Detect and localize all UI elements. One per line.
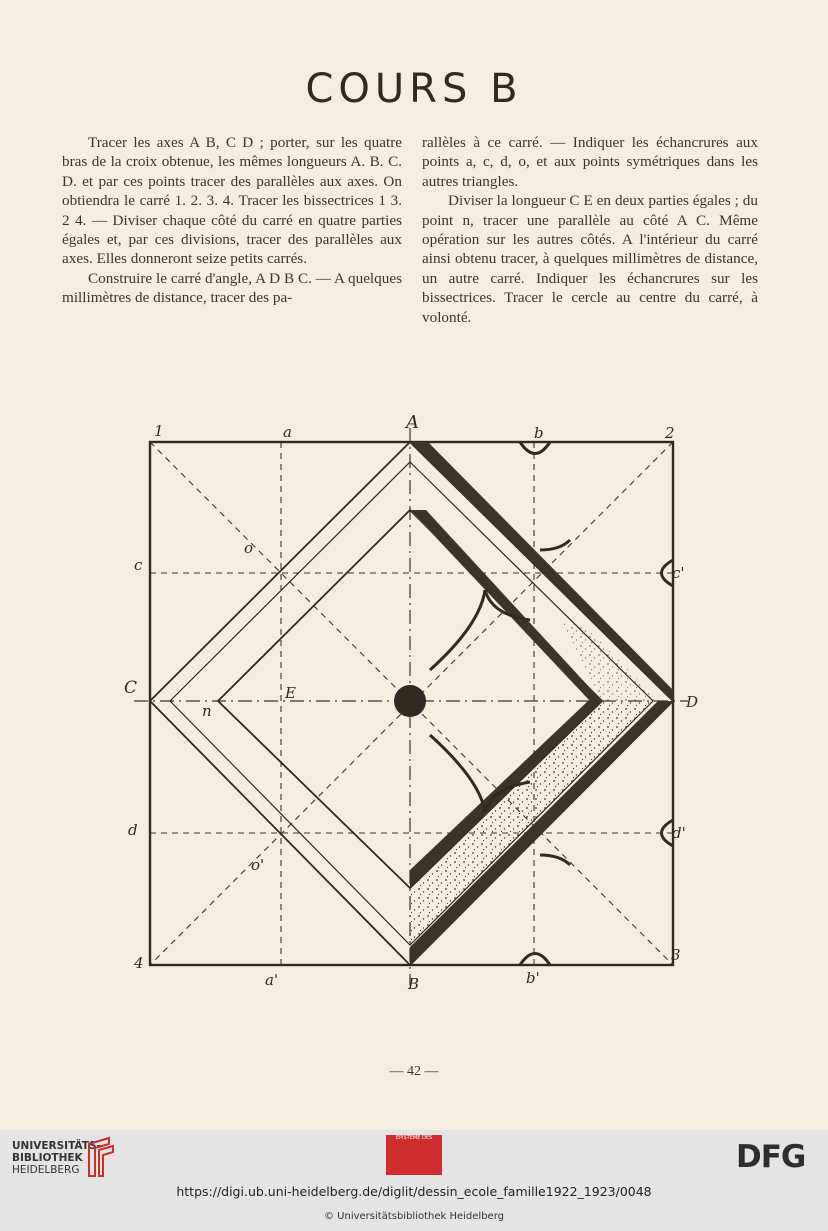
label-A: A — [406, 412, 419, 433]
copyright-notice: © Universitätsbibliothek Heidelberg — [323, 1211, 504, 1222]
label-d: d — [128, 821, 138, 839]
source-url[interactable]: https://digi.ub.uni-heidelberg.de/diglit/dessin_ecole_famille1922_1923/0048 — [176, 1184, 652, 1199]
dfg-logo: DFG — [736, 1139, 806, 1175]
left-paragraph-1: Tracer les axes A B, C D ; porter, sur les quatre bras de la croix obtenue, les mêmes longueurs A. B. C. D. et par ces points tracer des parallèles aux axes. On obtiendra le carré 1. 2. 3. 4. Tracer les bissectrices 1 3. 2 4. — Diviser chaque côté du carré en quatre parties égales et, par ces divisions, tracer des parallèles aux axes. Elles donneront seize petits carrés. — [62, 134, 402, 268]
shaded-bands — [410, 442, 673, 965]
label-n: n — [202, 702, 212, 720]
label-E: E — [285, 684, 296, 702]
label-c-prime: c' — [672, 564, 685, 582]
label-D: D — [686, 693, 699, 711]
label-o: o — [244, 539, 254, 557]
label-b: b — [534, 424, 544, 442]
library-name: UNIVERSITÄTS- BIBLIOTHEK HEIDELBERG — [12, 1140, 101, 1176]
label-4: 4 — [134, 954, 144, 972]
label-o-prime: o' — [251, 856, 265, 874]
label-B: B — [408, 975, 420, 993]
geometric-diagram — [120, 410, 720, 1000]
left-paragraph-2: Construire le carré d'angle, A D B C. — A quelques millimètres de distance, tracer des pa- — [62, 269, 402, 307]
library-logo-icon — [85, 1136, 117, 1178]
label-c: c — [134, 556, 143, 574]
digitization-stamp: ÉPISTEME DES — [386, 1135, 442, 1175]
center-circle — [394, 685, 426, 717]
label-b-prime: b' — [526, 969, 540, 987]
label-3: 3 — [671, 946, 681, 964]
page-number: — 42 — — [389, 1064, 439, 1079]
page-title: COURS B — [305, 66, 523, 112]
label-2: 2 — [665, 424, 675, 442]
right-text-column — [422, 133, 758, 327]
library-footer — [0, 1130, 828, 1231]
right-paragraph-2: Diviser la longueur C E en deux parties égales ; du point n, tracer une parallèle au côté A C. Même opération sur les autres côtés. A l'intérieur du carré ainsi obtenu tracer, à quelques millimètres de distance, un autre carré. Indiquer les échancrures sur les bissectrices. Tracer le cercle au centre du carré, à volonté. — [422, 192, 758, 326]
label-a-prime: a' — [265, 971, 279, 989]
left-text-column — [62, 133, 402, 308]
label-d-prime: d' — [672, 824, 686, 842]
label-1: 1 — [154, 422, 164, 440]
right-paragraph-1: rallèles à ce carré. — Indiquer les échancrures aux points a, c, d, o, et aux points symétriques dans les autres triangles. — [422, 134, 758, 190]
label-a: a — [283, 423, 292, 441]
label-C: C — [124, 678, 138, 698]
